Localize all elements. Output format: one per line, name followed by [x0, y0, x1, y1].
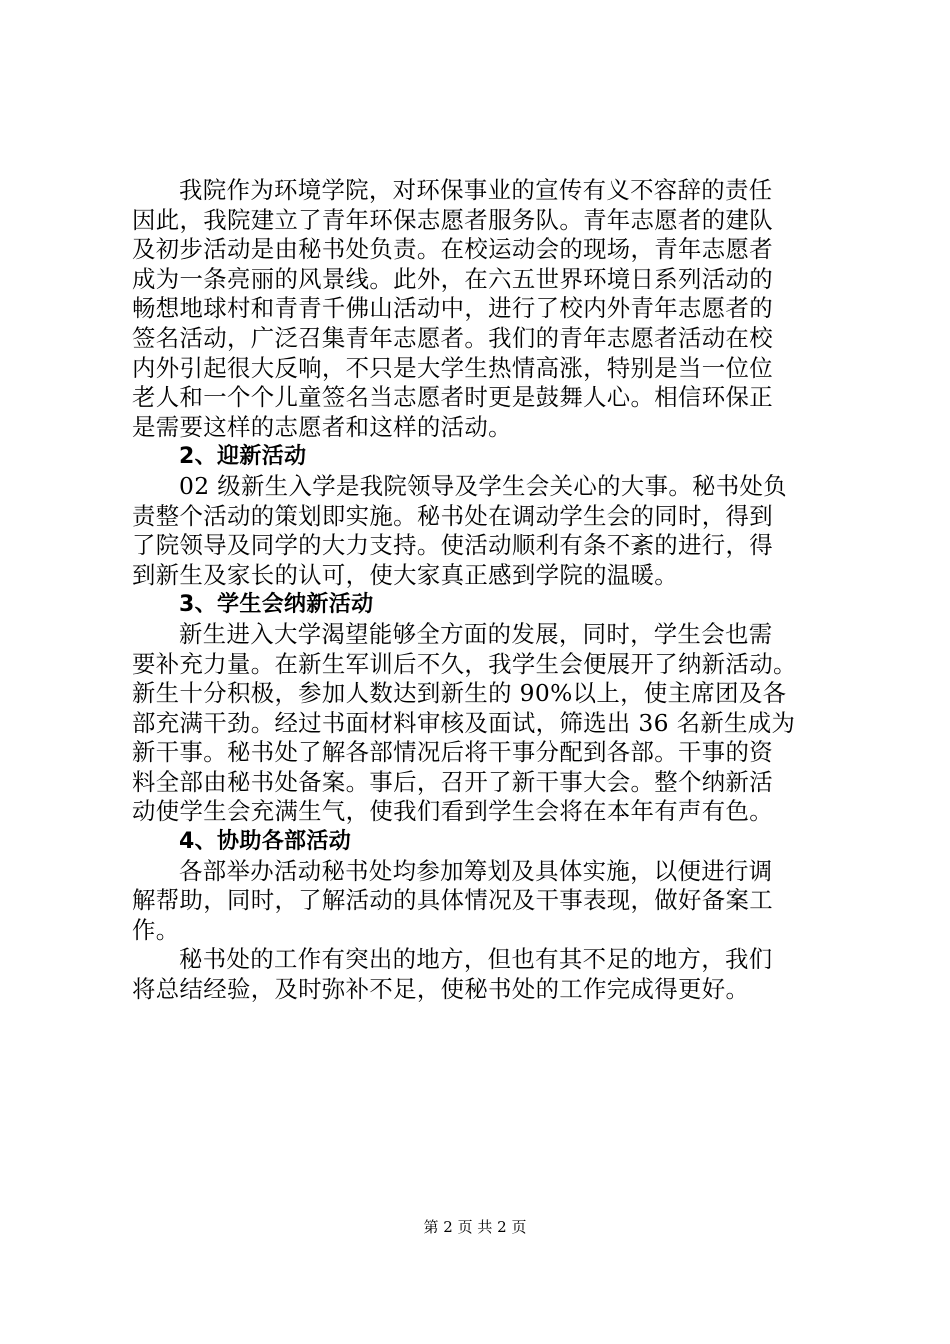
paragraph-line: 02 级新生入学是我院领导及学生会关心的大事。秘书处负: [179, 471, 788, 500]
paragraph-line: 内外引起很大反响，不只是大学生热情高涨，特别是当一位位: [132, 353, 773, 382]
paragraph-line: 部充满干劲。经过书面材料审核及面试，筛选出 36 名新生成为: [132, 708, 796, 737]
paragraph-line: 动使学生会充满生气，使我们看到学生会将在本年有声有色。: [132, 797, 773, 826]
paragraph-line: 新干事。秘书处了解各部情况后将干事分配到各部。干事的资: [132, 738, 773, 767]
paragraph-line: 作。: [132, 915, 180, 944]
paragraph-line: 我院作为环境学院，对环保事业的宣传有义不容辞的责任: [179, 176, 773, 204]
paragraph-line: 是需要这样的志愿者和这样的活动。: [132, 412, 512, 441]
document-body: [132, 176, 838, 1005]
paragraph-line: 及初步活动是由秘书处负责。在校运动会的现场，青年志愿者: [132, 235, 773, 264]
paragraph-line: 各部举办活动秘书处均参加筹划及具体实施，以便进行调: [179, 856, 773, 885]
paragraph-line: 将总结经验，及时弥补不足，使秘书处的工作完成得更好。: [132, 975, 750, 1004]
paragraph-line: 成为一条亮丽的风景线。此外，在六五世界环境日系列活动的: [132, 264, 773, 293]
page-number-footer: 第 2 页 共 2 页: [423, 1218, 527, 1236]
paragraph-line: 要补充力量。在新生军训后不久，我学生会便展开了纳新活动。: [132, 649, 797, 678]
paragraph-line: 了院领导及同学的大力支持。使活动顺利有条不紊的进行，得: [132, 531, 773, 560]
paragraph-line: 签名活动，广泛召集青年志愿者。我们的青年志愿者活动在校: [132, 323, 773, 352]
paragraph-line: 畅想地球村和青青千佛山活动中，进行了校内外青年志愿者的: [132, 294, 773, 323]
paragraph-line: 因此，我院建立了青年环保志愿者服务队。青年志愿者的建队: [132, 205, 773, 234]
paragraph-line: 新生进入大学渴望能够全方面的发展，同时，学生会也需: [179, 619, 773, 648]
section-heading-recruitment: 3、学生会纳新活动: [179, 592, 374, 618]
paragraph-line: 老人和一个个儿童签名当志愿者时更是鼓舞人心。相信环保正: [132, 383, 773, 412]
paragraph-line: 责整个活动的策划即实施。秘书处在调动学生会的同时，得到: [132, 501, 773, 530]
paragraph-line: 解帮助，同时，了解活动的具体情况及干事表现，做好备案工: [132, 886, 773, 915]
paragraph-line: 新生十分积极，参加人数达到新生的 90%以上，使主席团及各: [132, 679, 787, 708]
paragraph-line: 到新生及家长的认可，使大家真正感到学院的温暖。: [132, 560, 679, 589]
section-heading-assist: 4、协助各部活动: [179, 829, 352, 855]
paragraph-line: 料全部由秘书处备案。事后，召开了新干事大会。整个纳新活: [132, 767, 773, 796]
paragraph-line: 秘书处的工作有突出的地方，但也有其不足的地方，我们: [179, 945, 773, 974]
section-heading-welcome: 2、迎新活动: [179, 444, 307, 470]
